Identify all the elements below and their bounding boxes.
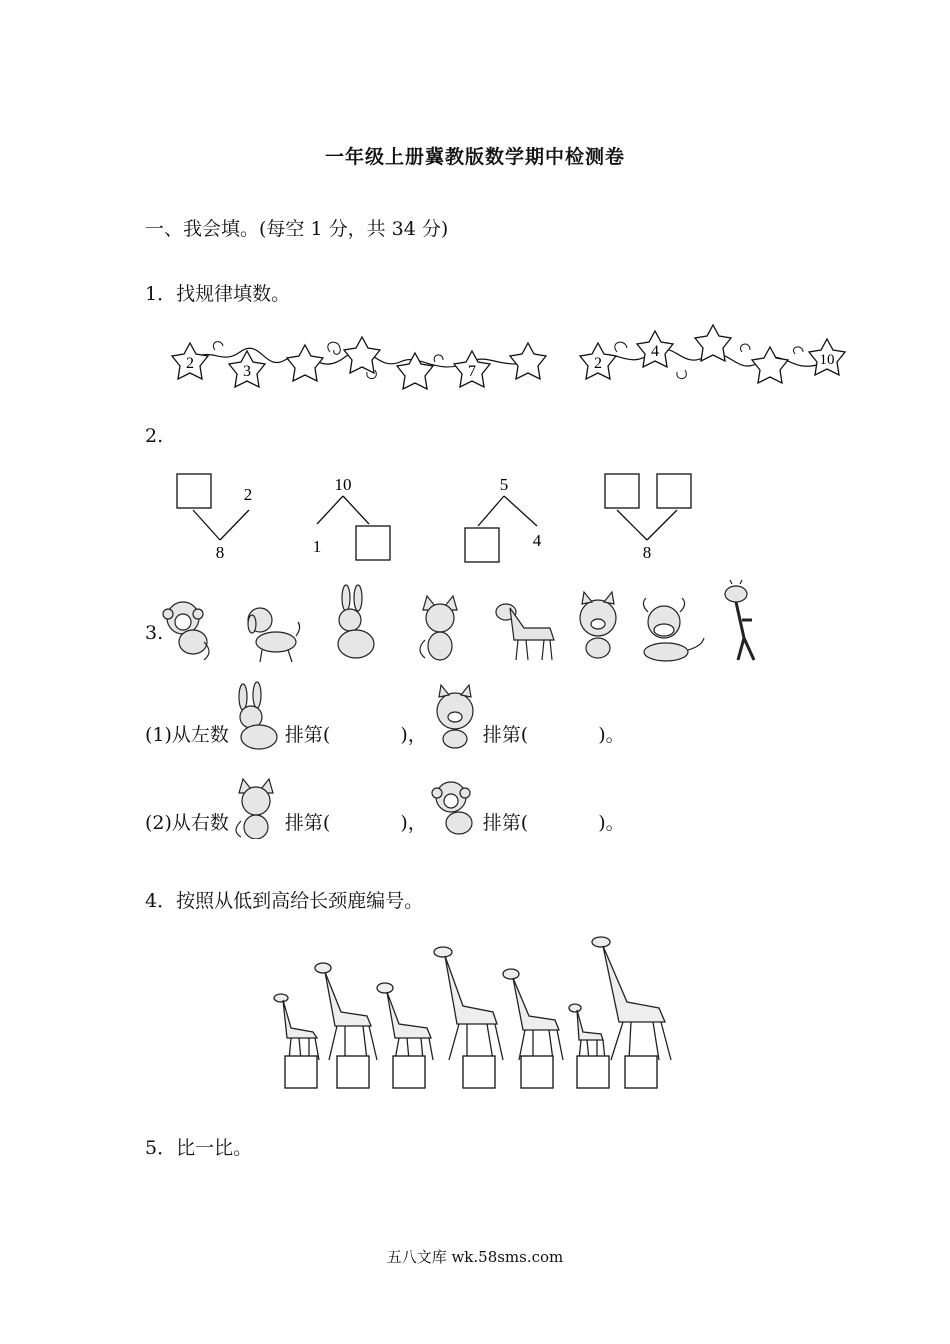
section-heading: 一、我会填。(每空 1 分，共 34 分): [145, 218, 449, 240]
line1-close1: )，: [400, 724, 427, 746]
answer-box[interactable]: [657, 474, 691, 508]
horse-icon: [496, 604, 554, 660]
tree1-bottom: 8: [215, 543, 225, 562]
giraffe-number-box[interactable]: [393, 1056, 425, 1088]
decomposition-tree-4: [605, 474, 691, 540]
dog-icon: [248, 608, 300, 662]
pig-icon: [580, 592, 616, 658]
line2-mid1: 排第(: [284, 812, 331, 834]
giraffe-number-box[interactable]: [577, 1056, 609, 1088]
monkey-icon: [427, 769, 483, 839]
line1-mid2: 排第(: [482, 724, 529, 746]
question-2-label: 2.: [145, 425, 164, 447]
answer-box[interactable]: [356, 526, 390, 560]
page-footer: 五八文库 wk.58sms.com: [386, 1248, 564, 1266]
question-5-label: 5．比一比。: [145, 1137, 253, 1159]
seq1-item: 3: [243, 363, 251, 380]
line2-mid2: 排第(: [482, 812, 529, 834]
giraffe-icon: [569, 1004, 605, 1060]
line2-close1: )，: [400, 812, 427, 834]
giraffe-icon: [592, 937, 671, 1060]
seq2-item: 4: [651, 343, 659, 360]
giraffe-number-box[interactable]: [521, 1056, 553, 1088]
tree1-right: 2: [243, 485, 253, 504]
giraffe-icon: [434, 947, 503, 1060]
tree4-bottom: 8: [642, 543, 652, 562]
line1-prefix: (1)从左数: [145, 724, 229, 746]
number-decomposition-figure: [165, 468, 725, 568]
giraffe-icon: [377, 983, 433, 1060]
question-3-label: 3.: [145, 622, 164, 644]
page-title: 一年级上册冀教版数学期中检测卷: [324, 146, 625, 168]
tree3-right: 4: [532, 531, 542, 550]
seq1-item: 2: [186, 355, 194, 372]
monkey-icon: [163, 602, 209, 660]
line1-mid1: 排第(: [284, 724, 331, 746]
sequence-1: [172, 337, 546, 389]
cow-icon: [643, 598, 704, 661]
decomposition-tree-3: [465, 496, 537, 562]
giraffe-number-box[interactable]: [625, 1056, 657, 1088]
giraffe-number-box[interactable]: [463, 1056, 495, 1088]
rabbit-icon: [229, 681, 285, 751]
cat-icon: [420, 596, 457, 660]
answer-box[interactable]: [465, 528, 499, 562]
seq1-item: 7: [468, 363, 476, 380]
seq2-item: 10: [819, 352, 835, 368]
tree2-top: 10: [334, 475, 352, 494]
rabbit-icon: [338, 585, 374, 658]
answer-box[interactable]: [605, 474, 639, 508]
flower-sequence-figure: [170, 322, 860, 392]
tree3-top: 5: [499, 475, 509, 494]
giraffe-number-box[interactable]: [337, 1056, 369, 1088]
question-1-label: 1．找规律填数。: [145, 283, 291, 305]
decomposition-tree-2: [317, 496, 390, 560]
cat-icon: [229, 769, 285, 839]
line1-close2: )。: [598, 724, 625, 746]
question-3-line-1: [145, 720, 625, 751]
giraffe-number-box[interactable]: [285, 1056, 317, 1088]
line2-close2: )。: [598, 812, 625, 834]
giraffe-figure: [265, 930, 685, 1100]
answer-box[interactable]: [177, 474, 211, 508]
question-3-line-2: [145, 808, 625, 839]
line2-prefix: (2)从右数: [145, 812, 229, 834]
question-4-label: 4．按照从低到高给长颈鹿编号。: [145, 890, 424, 912]
giraffe-icon: [503, 969, 563, 1060]
giraffe-icon: [274, 994, 319, 1060]
pig-icon: [427, 681, 483, 751]
sequence-2: [580, 325, 845, 383]
animal-row: [158, 580, 778, 670]
decomposition-tree-1: [177, 474, 249, 540]
seq2-item: 2: [594, 355, 602, 372]
tree2-left: 1: [312, 537, 322, 556]
giraffe-icon: [725, 580, 754, 660]
giraffe-icon: [315, 963, 377, 1060]
